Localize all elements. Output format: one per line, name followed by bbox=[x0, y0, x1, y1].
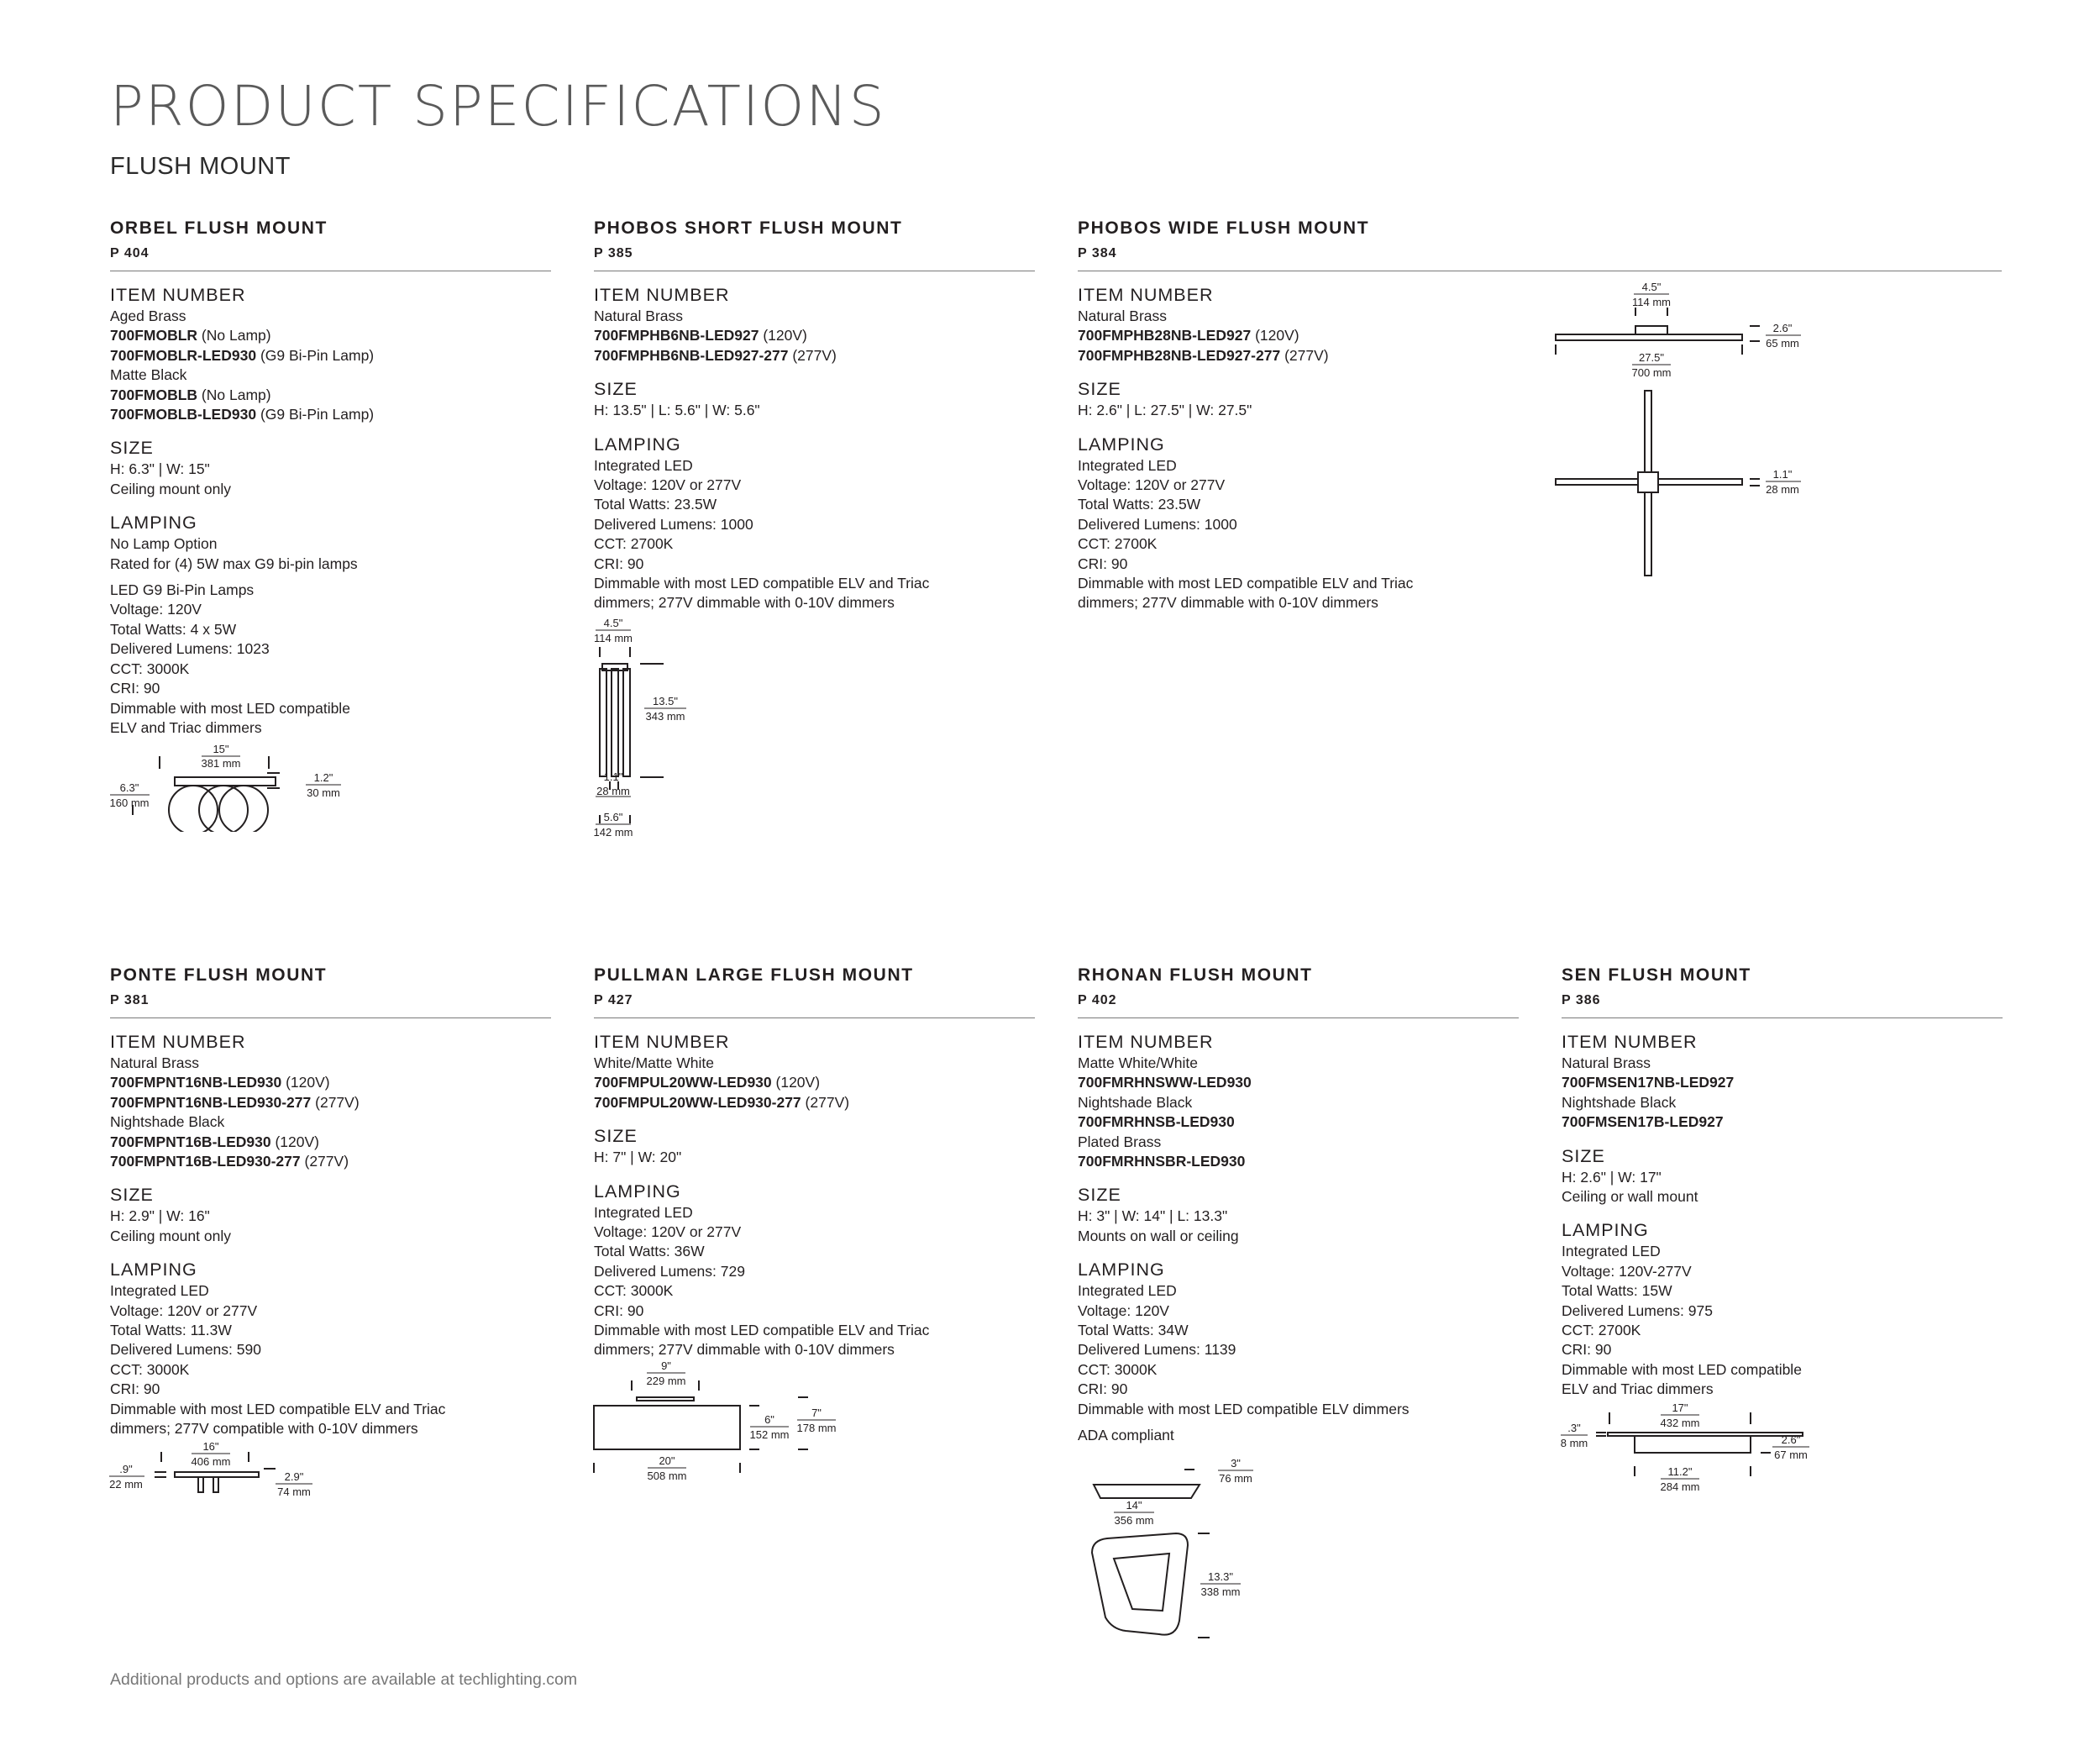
lamping-line: dimmers; 277V compatible with 0-10V dimmers bbox=[110, 1420, 418, 1438]
product-name: PULLMAN LARGE FLUSH MOUNT bbox=[594, 965, 914, 985]
product-page-ref: P 385 bbox=[594, 246, 633, 260]
item-code: 700FMPNT16B-LED930 bbox=[110, 1133, 271, 1150]
lamping-heading: LAMPING bbox=[1078, 434, 1165, 455]
lamping-line: dimmers; 277V dimmable with 0-10V dimmers bbox=[594, 1341, 895, 1359]
ponte-canopy-mm: 22 mm bbox=[109, 1478, 143, 1491]
product-sen bbox=[1562, 965, 2003, 1400]
pullman-width-in: 20" bbox=[659, 1454, 675, 1467]
lamping-line: Total Watts: 15W bbox=[1562, 1282, 1672, 1300]
item-note: (120V) bbox=[763, 327, 807, 344]
item-code-line bbox=[110, 1152, 551, 1171]
phobos-short-width-mm: 114 mm bbox=[594, 632, 633, 644]
phobos-short-height-mm: 343 mm bbox=[645, 710, 685, 723]
finish-label: Matte White/White bbox=[1078, 1054, 1198, 1071]
lamping-line: Total Watts: 23.5W bbox=[594, 496, 717, 513]
finish-label: Aged Brass bbox=[110, 308, 186, 324]
spacer bbox=[110, 574, 551, 581]
product-pullman-large bbox=[594, 965, 1035, 1360]
lamping-line: CRI: 90 bbox=[594, 555, 644, 572]
orbel-canopy-in: 1.2" bbox=[313, 771, 333, 784]
lamping-line: Voltage: 120V bbox=[1078, 1301, 1169, 1319]
size-section bbox=[110, 1183, 551, 1246]
item-note: (G9 Bi-Pin Lamp) bbox=[260, 406, 375, 423]
product-name: PHOBOS WIDE FLUSH MOUNT bbox=[1078, 218, 1370, 238]
item-note: (277V) bbox=[805, 1093, 850, 1111]
product-name: PONTE FLUSH MOUNT bbox=[110, 965, 328, 985]
size-heading: SIZE bbox=[1562, 1145, 1605, 1166]
lamping-line: CCT: 3000K bbox=[110, 660, 190, 677]
phobos-short-dimension-diagram bbox=[588, 613, 722, 844]
divider-rule bbox=[594, 1017, 1035, 1018]
item-code-line bbox=[110, 405, 551, 424]
item-code-line bbox=[1078, 1152, 1519, 1171]
lamping-line: Voltage: 120V or 277V bbox=[594, 476, 742, 494]
orbel-height-in: 6.3" bbox=[119, 781, 139, 794]
lamping-line: Integrated LED bbox=[594, 1203, 693, 1221]
product-page-ref: P 402 bbox=[1078, 993, 1117, 1007]
phobos-wide-height-in: 2.6" bbox=[1772, 322, 1793, 334]
item-number-section bbox=[594, 1030, 1035, 1112]
lamping-line: Total Watts: 34W bbox=[1078, 1322, 1189, 1339]
item-note: (120V) bbox=[1255, 327, 1299, 344]
item-code-line bbox=[594, 326, 1035, 345]
item-code: 700FMRHNSB-LED930 bbox=[1078, 1113, 1235, 1131]
finish-label: Plated Brass bbox=[1078, 1133, 1162, 1150]
phobos-short-height-in: 13.5" bbox=[653, 695, 678, 707]
product-page-ref: P 386 bbox=[1562, 993, 1601, 1007]
product-page-ref: P 427 bbox=[594, 993, 633, 1007]
item-code: 700FMPUL20WW-LED930 bbox=[594, 1074, 772, 1091]
product-orbel bbox=[110, 218, 551, 738]
item-number-heading: ITEM NUMBER bbox=[594, 285, 730, 305]
size-line: H: 6.3" | W: 15" bbox=[110, 460, 210, 478]
ponte-width-mm: 406 mm bbox=[191, 1455, 231, 1468]
finish-label: White/Matte White bbox=[594, 1054, 714, 1071]
lamping-heading: LAMPING bbox=[110, 1259, 197, 1280]
pullman-dimension-diagram bbox=[588, 1357, 848, 1483]
item-code: 700FMPNT16NB-LED930-277 bbox=[110, 1093, 312, 1111]
phobos-wide-length-mm: 700 mm bbox=[1631, 366, 1672, 379]
pullman-shade-in: 6" bbox=[764, 1413, 774, 1426]
sen-dimension-diagram bbox=[1556, 1399, 1824, 1496]
item-note: (277V) bbox=[315, 1093, 360, 1111]
item-number-section bbox=[1078, 1030, 1519, 1171]
sen-width-in: 17" bbox=[1672, 1401, 1688, 1414]
sen-canopy-in: .3" bbox=[1567, 1422, 1581, 1434]
size-section bbox=[1078, 377, 2002, 420]
phobos-wide-canopy-in: 4.5" bbox=[1641, 281, 1662, 293]
phobos-wide-canopy-mm: 114 mm bbox=[1632, 296, 1671, 308]
product-page-ref: P 384 bbox=[1078, 246, 1117, 260]
finish-label: Natural Brass bbox=[594, 308, 684, 324]
page-title: PRODUCT SPECIFICATIONS bbox=[110, 74, 886, 139]
ponte-canopy-in: .9" bbox=[119, 1463, 133, 1475]
item-note: (277V) bbox=[304, 1153, 349, 1170]
lamping-line: Delivered Lumens: 729 bbox=[594, 1262, 745, 1280]
item-code-line bbox=[1078, 326, 2002, 345]
product-ponte bbox=[110, 965, 551, 1439]
lamping-line: CCT: 3000K bbox=[594, 1282, 674, 1300]
lamping-line: Dimmable with most LED compatible bbox=[1562, 1360, 1802, 1378]
item-number-section bbox=[594, 283, 1035, 365]
finish-label: Nightshade Black bbox=[110, 1113, 225, 1131]
size-section bbox=[1078, 1183, 1519, 1246]
finish-label: Natural Brass bbox=[1078, 308, 1168, 324]
item-code-line bbox=[594, 1093, 1035, 1112]
item-code: 700FMPHB28NB-LED927 bbox=[1078, 327, 1252, 344]
pullman-canopy-mm: 229 mm bbox=[646, 1375, 686, 1387]
pullman-shade-mm: 152 mm bbox=[749, 1428, 790, 1441]
lamping-line: CRI: 90 bbox=[110, 680, 160, 697]
item-code-line bbox=[110, 346, 551, 365]
item-number-heading: ITEM NUMBER bbox=[1078, 285, 1214, 305]
divider-rule bbox=[1562, 1017, 2003, 1018]
size-section bbox=[1562, 1144, 2003, 1207]
product-name: ORBEL FLUSH MOUNT bbox=[110, 218, 328, 238]
size-heading: SIZE bbox=[110, 1185, 154, 1206]
sen-height-in: 2.6" bbox=[1781, 1433, 1801, 1446]
size-line: H: 2.6" | W: 17" bbox=[1562, 1168, 1662, 1186]
item-code: 700FMSEN17NB-LED927 bbox=[1562, 1074, 1735, 1091]
lamping-line: ELV and Triac dimmers bbox=[1562, 1380, 1714, 1398]
lamping-line: Delivered Lumens: 1139 bbox=[1078, 1341, 1236, 1359]
item-code-line bbox=[110, 1133, 551, 1152]
lamping-heading: LAMPING bbox=[1562, 1220, 1649, 1241]
item-code-line bbox=[594, 1073, 1035, 1092]
ponte-height-in: 2.9" bbox=[284, 1470, 304, 1483]
lamping-line: Dimmable with most LED compatible ELV and Triac bbox=[110, 1400, 446, 1417]
spacer bbox=[1078, 1419, 1519, 1426]
lamping-line: Voltage: 120V or 277V bbox=[110, 1301, 258, 1319]
page-subtitle: FLUSH MOUNT bbox=[110, 153, 291, 180]
product-name: RHONAN FLUSH MOUNT bbox=[1078, 965, 1313, 985]
item-code: 700FMPHB28NB-LED927-277 bbox=[1078, 346, 1281, 364]
lamping-line: Delivered Lumens: 590 bbox=[110, 1341, 261, 1359]
orbel-height-mm: 160 mm bbox=[109, 797, 150, 809]
product-page-ref: P 404 bbox=[110, 246, 150, 260]
pullman-height-in: 7" bbox=[811, 1407, 822, 1419]
lamping-line: CCT: 2700K bbox=[594, 535, 674, 553]
lamping-line: Delivered Lumens: 1023 bbox=[110, 640, 270, 658]
lamping-line: CRI: 90 bbox=[594, 1301, 644, 1319]
item-number-heading: ITEM NUMBER bbox=[1078, 1032, 1214, 1052]
item-number-section bbox=[110, 1030, 551, 1171]
ponte-height-mm: 74 mm bbox=[277, 1485, 311, 1498]
phobos-short-base-in: 5.6" bbox=[603, 811, 623, 823]
lamping-line: Dimmable with most LED compatible bbox=[110, 699, 350, 717]
lamping-line: Rated for (4) 5W max G9 bi-pin lamps bbox=[110, 555, 358, 572]
item-number-heading: ITEM NUMBER bbox=[110, 285, 246, 305]
finish-label: Nightshade Black bbox=[1078, 1093, 1193, 1111]
size-line: H: 13.5" | L: 5.6" | W: 5.6" bbox=[594, 402, 760, 419]
product-phobos-wide bbox=[1078, 218, 2002, 613]
item-note: (277V) bbox=[792, 346, 837, 364]
phobos-short-base-mm: 142 mm bbox=[593, 826, 633, 839]
size-heading: SIZE bbox=[594, 379, 638, 400]
orbel-canopy-mm: 30 mm bbox=[307, 786, 340, 799]
phobos-wide-height-mm: 65 mm bbox=[1766, 337, 1799, 350]
orbel-width-mm: 381 mm bbox=[201, 757, 241, 770]
sen-height-mm: 67 mm bbox=[1774, 1449, 1808, 1461]
finish-label: Natural Brass bbox=[1562, 1054, 1651, 1071]
item-code: 700FMPNT16NB-LED930 bbox=[110, 1074, 282, 1091]
phobos-short-tube-in: 1.1" bbox=[603, 770, 623, 783]
item-number-heading: ITEM NUMBER bbox=[110, 1032, 246, 1052]
phobos-short-width-in: 4.5" bbox=[603, 617, 623, 629]
item-number-heading: ITEM NUMBER bbox=[594, 1032, 730, 1052]
rhonan-height-mm: 76 mm bbox=[1219, 1472, 1252, 1485]
lamping-line: ELV and Triac dimmers bbox=[110, 718, 262, 736]
product-rhonan bbox=[1078, 965, 1519, 1446]
item-number-section bbox=[1078, 283, 2002, 365]
finish-label: Matte Black bbox=[110, 366, 187, 384]
lamping-line: Total Watts: 36W bbox=[594, 1243, 705, 1260]
item-code: 700FMOBLB-LED930 bbox=[110, 406, 257, 423]
lamping-section bbox=[110, 1258, 551, 1438]
size-line: H: 2.9" | W: 16" bbox=[110, 1207, 210, 1225]
rhonan-height-in: 3" bbox=[1231, 1458, 1241, 1470]
size-line: H: 7" | W: 20" bbox=[594, 1149, 682, 1166]
item-code: 700FMSEN17B-LED927 bbox=[1562, 1113, 1724, 1131]
product-phobos-short bbox=[594, 218, 1035, 613]
lamping-line: CCT: 3000K bbox=[110, 1360, 190, 1378]
item-code-line bbox=[1078, 346, 2002, 365]
item-note: (No Lamp) bbox=[201, 327, 271, 344]
lamping-line: Total Watts: 23.5W bbox=[1078, 496, 1201, 513]
sen-base-in: 11.2" bbox=[1667, 1465, 1693, 1478]
lamping-line: Total Watts: 11.3W bbox=[110, 1322, 232, 1339]
item-note: (277V) bbox=[1284, 346, 1329, 364]
item-code-line bbox=[1562, 1112, 2003, 1132]
item-code-line bbox=[1078, 1112, 1519, 1132]
sen-width-mm: 432 mm bbox=[1660, 1417, 1700, 1429]
phobos-wide-dimension-diagram bbox=[1554, 277, 1831, 580]
lamping-line: Voltage: 120V bbox=[110, 601, 202, 618]
item-code-line bbox=[110, 1073, 551, 1092]
lamping-heading: LAMPING bbox=[110, 513, 197, 534]
lamping-line: CRI: 90 bbox=[1078, 555, 1128, 572]
lamping-line: CRI: 90 bbox=[1562, 1341, 1612, 1359]
phobos-wide-tube-in: 1.1" bbox=[1772, 468, 1793, 481]
lamping-line: CCT: 2700K bbox=[1562, 1322, 1641, 1339]
item-number-section bbox=[110, 283, 551, 424]
item-number-heading: ITEM NUMBER bbox=[1562, 1032, 1698, 1052]
pullman-height-mm: 178 mm bbox=[796, 1422, 837, 1434]
item-code: 700FMPHB6NB-LED927-277 bbox=[594, 346, 789, 364]
size-line: Ceiling mount only bbox=[110, 480, 231, 497]
item-code: 700FMPHB6NB-LED927 bbox=[594, 327, 759, 344]
size-section bbox=[594, 377, 1035, 420]
lamping-section bbox=[594, 1180, 1035, 1360]
product-name: SEN FLUSH MOUNT bbox=[1562, 965, 1751, 985]
orbel-dimension-diagram bbox=[108, 739, 360, 832]
lamping-line: Dimmable with most LED compatible ELV and Triac bbox=[1078, 575, 1414, 592]
item-code: 700FMRHNSBR-LED930 bbox=[1078, 1153, 1246, 1170]
lamping-line: LED G9 Bi-Pin Lamps bbox=[110, 581, 255, 599]
item-code-line bbox=[110, 386, 551, 405]
divider-rule bbox=[110, 1017, 551, 1018]
product-name: PHOBOS SHORT FLUSH MOUNT bbox=[594, 218, 903, 238]
lamping-line: CCT: 2700K bbox=[1078, 535, 1158, 553]
size-line: Ceiling or wall mount bbox=[1562, 1188, 1698, 1206]
lamping-line: Integrated LED bbox=[110, 1282, 209, 1300]
lamping-line: Voltage: 120V or 277V bbox=[1078, 476, 1226, 494]
lamping-heading: LAMPING bbox=[594, 434, 681, 455]
item-note: (No Lamp) bbox=[201, 386, 271, 403]
size-line: Mounts on wall or ceiling bbox=[1078, 1227, 1239, 1244]
lamping-line: Dimmable with most LED compatible ELV dimmers bbox=[1078, 1400, 1410, 1417]
finish-label: Natural Brass bbox=[110, 1054, 200, 1071]
lamping-section bbox=[1078, 433, 2002, 613]
lamping-line: Voltage: 120V-277V bbox=[1562, 1262, 1692, 1280]
lamping-line: Delivered Lumens: 1000 bbox=[1078, 515, 1237, 533]
size-line: H: 2.6" | L: 27.5" | W: 27.5" bbox=[1078, 402, 1252, 419]
phobos-wide-tube-mm: 28 mm bbox=[1766, 483, 1799, 496]
phobos-wide-length-in: 27.5" bbox=[1639, 351, 1664, 364]
lamping-line: Voltage: 120V or 277V bbox=[594, 1223, 742, 1241]
lamping-section bbox=[1078, 1258, 1519, 1445]
item-code-line bbox=[110, 326, 551, 345]
item-code: 700FMOBLR-LED930 bbox=[110, 346, 257, 364]
item-note: (G9 Bi-Pin Lamp) bbox=[260, 346, 375, 364]
footer-note: Additional products and options are available at techlighting.com bbox=[110, 1670, 578, 1689]
ada-note: ADA compliant bbox=[1078, 1427, 1174, 1444]
item-code-line bbox=[1562, 1073, 2003, 1092]
lamping-line: Total Watts: 4 x 5W bbox=[110, 620, 237, 638]
size-heading: SIZE bbox=[594, 1126, 638, 1147]
item-code-line bbox=[1078, 1073, 1519, 1092]
lamping-heading: LAMPING bbox=[1078, 1259, 1165, 1280]
lamping-line: Integrated LED bbox=[594, 456, 693, 474]
lamping-line: Integrated LED bbox=[1078, 1282, 1177, 1300]
lamping-line: Integrated LED bbox=[1078, 456, 1177, 474]
rhonan-length-in: 13.3" bbox=[1208, 1570, 1233, 1583]
size-heading: SIZE bbox=[1078, 1185, 1121, 1206]
item-note: (120V) bbox=[275, 1133, 320, 1150]
sen-base-mm: 284 mm bbox=[1660, 1480, 1700, 1493]
ponte-dimension-diagram bbox=[108, 1438, 343, 1501]
lamping-line: No Lamp Option bbox=[110, 535, 218, 553]
lamping-line: CRI: 90 bbox=[1078, 1380, 1128, 1398]
pullman-canopy-in: 9" bbox=[661, 1359, 671, 1372]
rhonan-dimension-diagram bbox=[1075, 1458, 1277, 1651]
divider-rule bbox=[1078, 1017, 1519, 1018]
lamping-heading: LAMPING bbox=[594, 1180, 681, 1202]
lamping-section bbox=[110, 511, 551, 738]
size-heading: SIZE bbox=[110, 438, 154, 459]
item-number-section bbox=[1562, 1030, 2003, 1133]
orbel-width-in: 15" bbox=[213, 743, 229, 755]
lamping-line: Dimmable with most LED compatible ELV and Triac bbox=[594, 575, 930, 592]
lamping-line: dimmers; 277V dimmable with 0-10V dimmers bbox=[594, 594, 895, 612]
item-note: (120V) bbox=[286, 1074, 330, 1091]
item-code: 700FMRHNSWW-LED930 bbox=[1078, 1074, 1252, 1091]
lamping-line: CRI: 90 bbox=[110, 1380, 160, 1398]
pullman-width-mm: 508 mm bbox=[647, 1470, 687, 1482]
finish-label: Nightshade Black bbox=[1562, 1093, 1677, 1111]
size-heading: SIZE bbox=[1078, 379, 1121, 400]
size-line: Ceiling mount only bbox=[110, 1227, 231, 1244]
item-code: 700FMPUL20WW-LED930-277 bbox=[594, 1093, 801, 1111]
size-line: H: 3" | W: 14" | L: 13.3" bbox=[1078, 1207, 1228, 1225]
rhonan-width-in: 14" bbox=[1126, 1499, 1142, 1512]
size-section bbox=[594, 1124, 1035, 1167]
ponte-width-in: 16" bbox=[202, 1440, 219, 1453]
lamping-section bbox=[594, 433, 1035, 613]
item-code-line bbox=[594, 346, 1035, 365]
item-code: 700FMOBLR bbox=[110, 327, 198, 344]
lamping-line: Dimmable with most LED compatible ELV and Triac bbox=[594, 1322, 930, 1339]
lamping-section bbox=[1562, 1218, 2003, 1399]
lamping-line: Delivered Lumens: 975 bbox=[1562, 1301, 1713, 1319]
rhonan-length-mm: 338 mm bbox=[1200, 1585, 1241, 1598]
item-code: 700FMPNT16B-LED930-277 bbox=[110, 1153, 301, 1170]
lamping-line: CCT: 3000K bbox=[1078, 1360, 1158, 1378]
size-section bbox=[110, 436, 551, 499]
item-note: (120V) bbox=[775, 1074, 821, 1091]
lamping-line: dimmers; 277V dimmable with 0-10V dimmers bbox=[1078, 594, 1378, 612]
item-code-line bbox=[110, 1093, 551, 1112]
item-code: 700FMOBLB bbox=[110, 386, 198, 403]
sen-canopy-mm: 8 mm bbox=[1560, 1437, 1588, 1449]
rhonan-width-mm: 356 mm bbox=[1114, 1514, 1154, 1527]
lamping-line: Integrated LED bbox=[1562, 1243, 1661, 1260]
lamping-line: Delivered Lumens: 1000 bbox=[594, 515, 753, 533]
product-page-ref: P 381 bbox=[110, 993, 150, 1007]
phobos-short-tube-mm: 28 mm bbox=[596, 785, 630, 797]
